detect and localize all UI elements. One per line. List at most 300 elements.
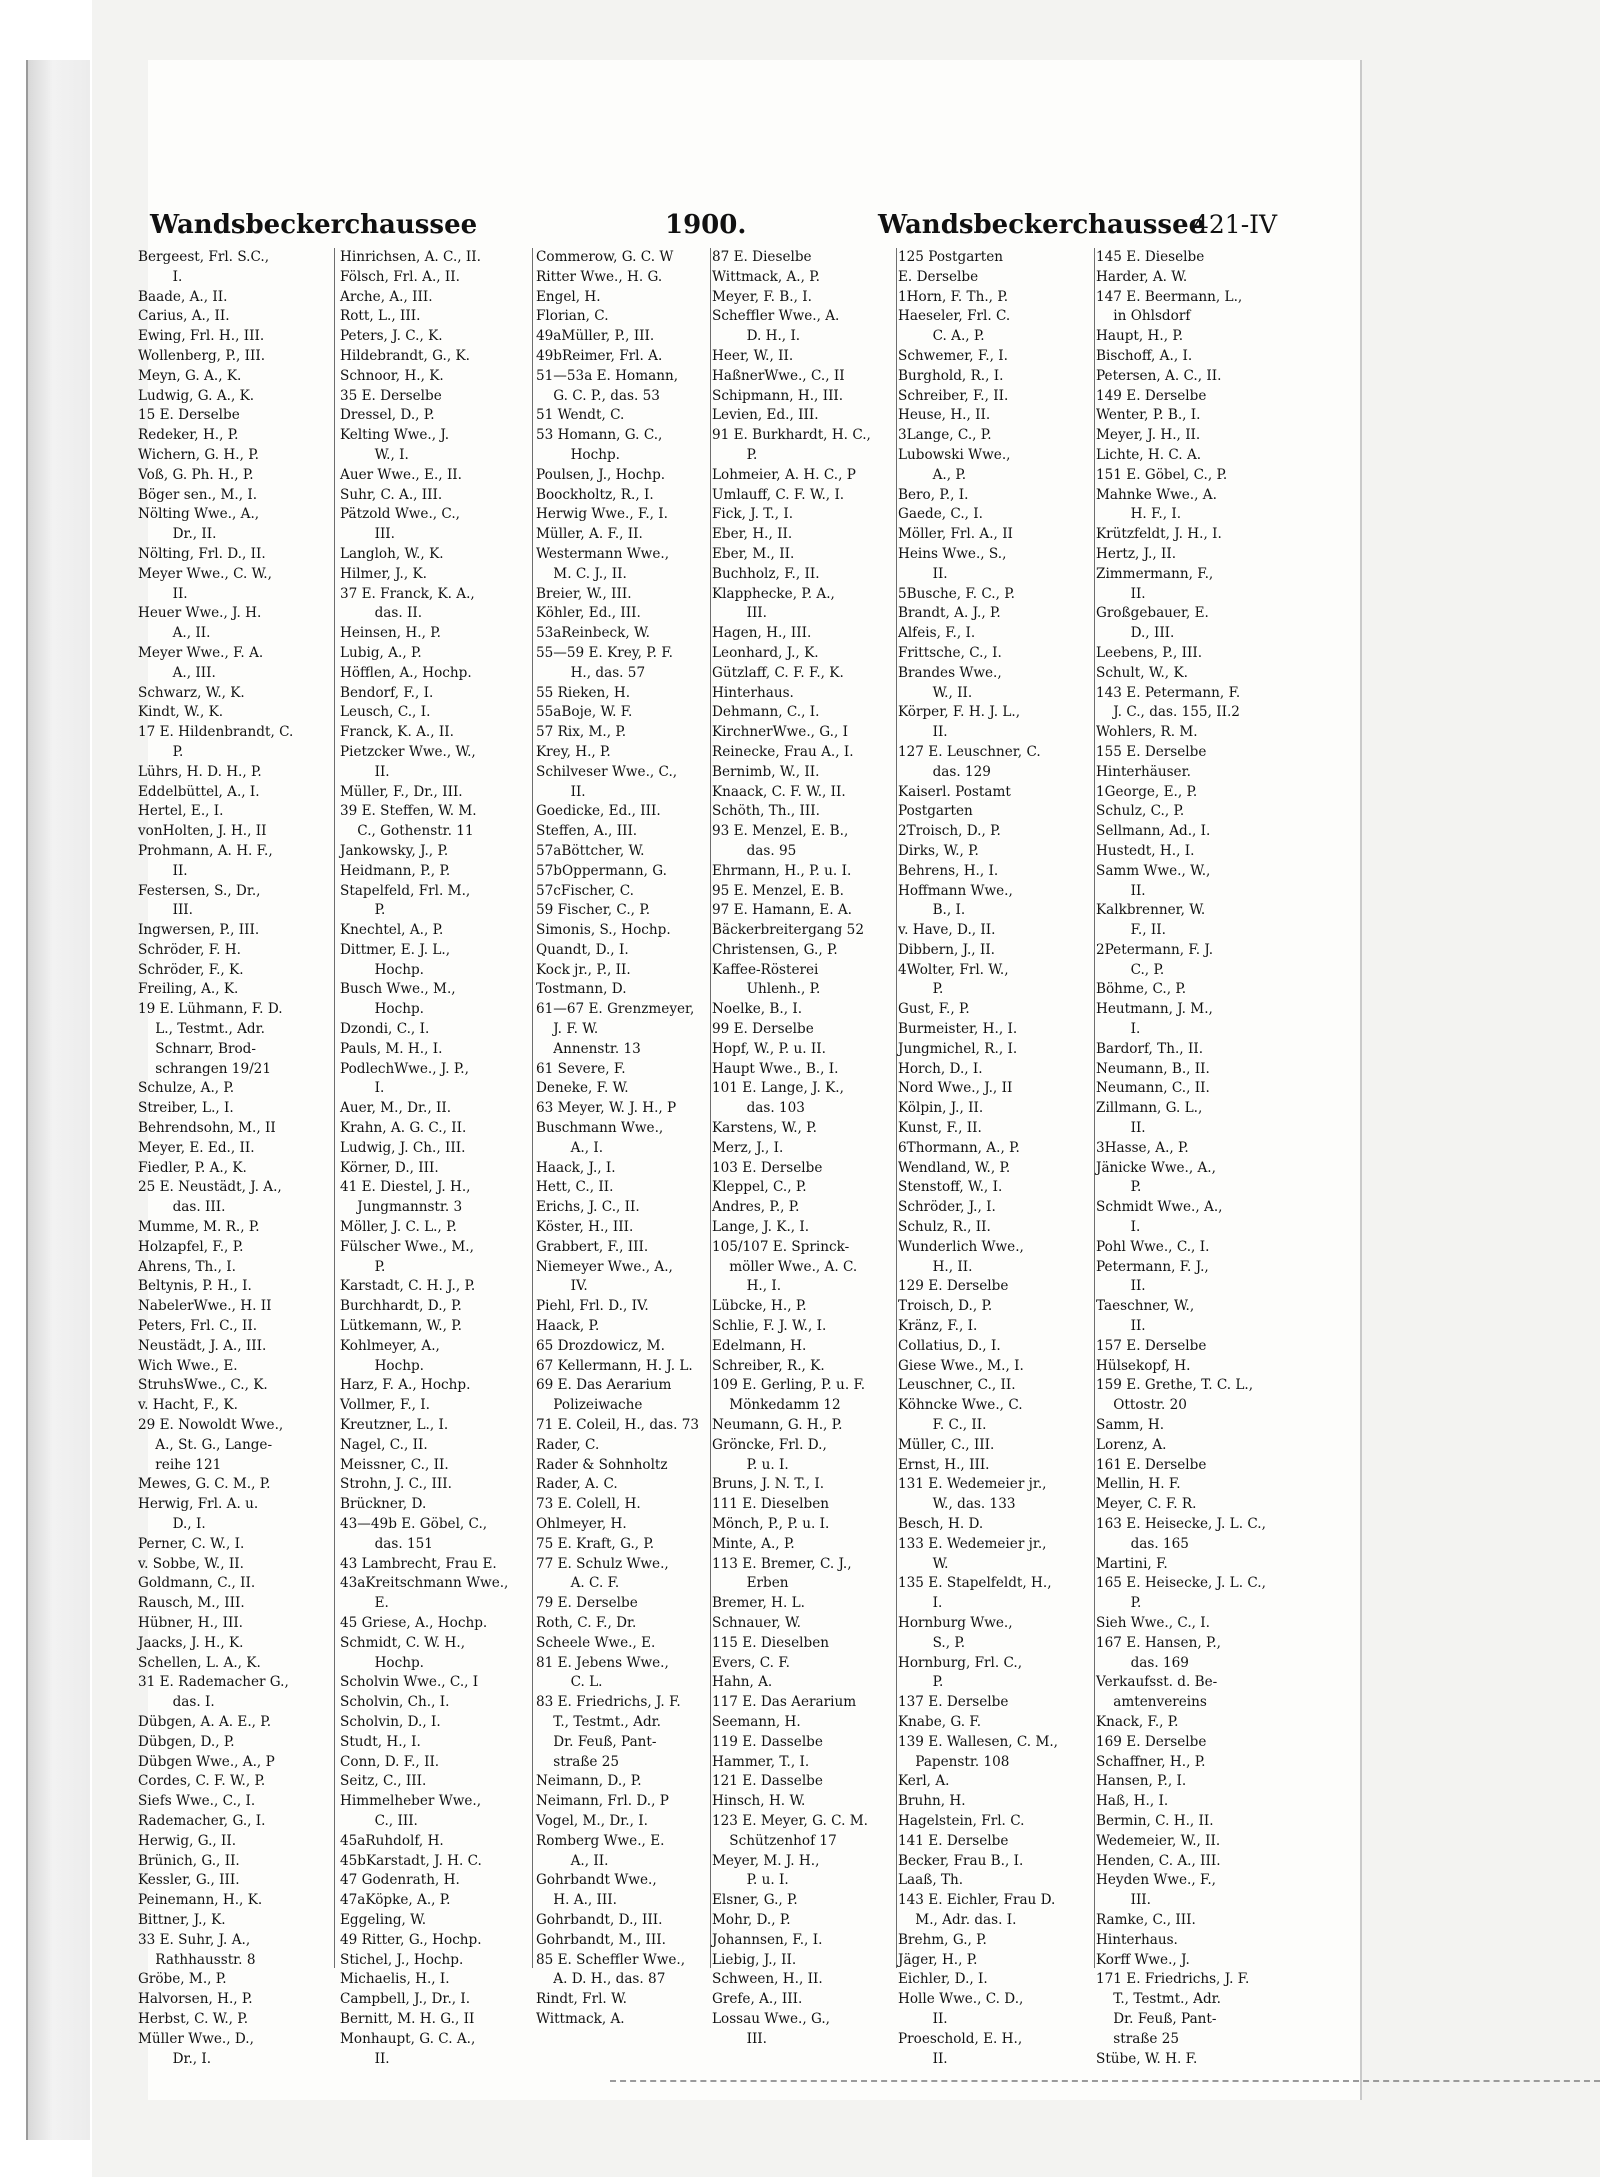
directory-entry: 43aKreitschmann Wwe., — [340, 1575, 509, 1592]
directory-entry: 135 E. Stapelfeldt, H., — [898, 1575, 1052, 1592]
directory-entry: Breier, W., III. — [536, 585, 632, 602]
directory-entry: I. — [340, 1080, 385, 1097]
directory-entry: Hinterhaus. — [712, 684, 794, 701]
directory-entry: 43 Lambrecht, Frau E. — [340, 1555, 497, 1572]
directory-entry: reihe 121 — [138, 1456, 222, 1473]
directory-entry: Kunst, F., II. — [898, 1120, 982, 1137]
directory-entry: 165 E. Heisecke, J. L. C., — [1096, 1575, 1266, 1592]
directory-entry: Burghold, R., I. — [898, 367, 1004, 384]
directory-entry: 63 Meyer, W. J. H., P — [536, 1100, 677, 1117]
directory-entry: Knaack, C. F. W., II. — [712, 783, 846, 800]
directory-entry: Krey, H., P. — [536, 743, 611, 760]
directory-entry: Mönkedamm 12 — [712, 1397, 841, 1414]
directory-entry: Nagel, C., II. — [340, 1436, 428, 1453]
directory-entry: Peters, J. C., K. — [340, 328, 443, 345]
directory-entry: Voß, G. Ph. H., P. — [138, 466, 254, 483]
directory-entry: das. III. — [138, 1199, 226, 1216]
directory-entry: Bergeest, Frl. S.C., — [138, 249, 270, 265]
directory-entry: Dübgen, A. A. E., P. — [138, 1713, 272, 1730]
directory-entry: Stapelfeld, Frl. M., — [340, 882, 471, 899]
directory-entry: Niemeyer Wwe., A., — [536, 1258, 673, 1275]
directory-entry: Karstens, W., P. — [712, 1120, 817, 1137]
directory-entry: Haack, P. — [536, 1318, 600, 1335]
directory-entry: 15 E. Derselbe — [138, 407, 240, 424]
directory-entry: Bittner, J., K. — [138, 1911, 226, 1928]
directory-entry: Meyer Wwe., F. A. — [138, 644, 264, 661]
directory-column-5 — [898, 248, 1094, 2067]
directory-entry: Ingwersen, P., III. — [138, 922, 260, 939]
directory-entry: Freiling, A., K. — [138, 981, 239, 998]
directory-entry: Hülsekopf, H. — [1096, 1357, 1191, 1374]
directory-entry: Schaffner, H., P. — [1096, 1753, 1206, 1770]
directory-entry: Tostmann, D. — [536, 981, 627, 998]
directory-entry: vonHolten, J. H., II — [138, 823, 267, 840]
directory-entry: Giese Wwe., M., I. — [898, 1357, 1024, 1374]
directory-entry: Buchholz, F., II. — [712, 565, 820, 582]
directory-entry: Brandt, A. J., P. — [898, 605, 1001, 622]
directory-entry: 159 E. Grethe, T. C. L., — [1096, 1377, 1254, 1394]
directory-entry: Erben — [712, 1575, 789, 1592]
directory-entry: P. — [898, 981, 944, 998]
directory-entry: Jungmichel, R., I. — [898, 1040, 1018, 1057]
directory-entry: Scholvin Wwe., C., I — [340, 1674, 479, 1691]
directory-entry: Lübcke, H., P. — [712, 1298, 807, 1315]
directory-entry: Körper, F. H. J. L., — [898, 704, 1021, 721]
directory-entry: Hochp. — [536, 446, 620, 463]
directory-entry: v. Sobbe, W., II. — [138, 1555, 244, 1572]
directory-entry: 167 E. Hansen, P., — [1096, 1634, 1221, 1651]
directory-entry: C. L. — [536, 1674, 603, 1691]
directory-entry: Schilveser Wwe., C., — [536, 763, 678, 780]
directory-entry: 37 E. Franck, K. A., — [340, 585, 475, 602]
directory-entry: Cordes, C. F. W., P. — [138, 1773, 266, 1790]
directory-entry: Dittmer, E. J. L., — [340, 941, 451, 958]
directory-entry: II. — [1096, 1120, 1146, 1137]
header-street-left: Wandsbeckerchaussee — [150, 210, 478, 240]
directory-entry: Mellin, H. F. — [1096, 1476, 1181, 1493]
directory-entry: Strohn, J. C., III. — [340, 1476, 452, 1493]
directory-entry: Hoffmann Wwe., — [898, 882, 1013, 899]
directory-entry: 147 E. Beermann, L., — [1096, 288, 1243, 305]
directory-entry: P. — [712, 446, 758, 463]
directory-entry: Baade, A., II. — [138, 288, 228, 305]
directory-entry: 61—67 E. Grenzmeyer, — [536, 1001, 695, 1018]
directory-entry: Köhler, Ed., III. — [536, 605, 641, 622]
directory-entry: W., das. 133 — [898, 1496, 1016, 1513]
directory-entry: Heidmann, P., P. — [340, 862, 451, 879]
directory-entry: 91 E. Burkhardt, H. C., — [712, 427, 871, 444]
directory-entry: Andres, P., P. — [712, 1199, 800, 1216]
directory-entry: C. A., P. — [898, 328, 985, 345]
directory-entry: Kaiserl. Postamt — [898, 783, 1011, 800]
directory-entry: Leonhard, J., K. — [712, 644, 819, 661]
directory-entry: Grabbert, F., III. — [536, 1238, 649, 1255]
directory-entry: Mewes, G. C. M., P. — [138, 1476, 271, 1493]
directory-entry: Harder, A. W. — [1096, 268, 1188, 285]
directory-column-6 — [1096, 248, 1296, 2067]
directory-entry: H., I. — [712, 1278, 782, 1295]
directory-entry: Gohrbandt Wwe., — [536, 1872, 657, 1889]
directory-entry: Dr., II. — [138, 526, 217, 543]
directory-entry: 47 Godenrath, H. — [340, 1872, 460, 1889]
directory-entry: 45bKarstadt, J. H. C. — [340, 1852, 482, 1869]
directory-entry: 137 E. Derselbe — [898, 1694, 1009, 1711]
directory-entry: Evers, C. F. — [712, 1654, 790, 1671]
directory-entry: Bero, P., I. — [898, 486, 969, 503]
directory-entry: Minte, A., P. — [712, 1535, 795, 1552]
directory-entry: Haupt Wwe., B., I. — [712, 1060, 839, 1077]
directory-entry: L., Testmt., Adr. — [138, 1021, 265, 1038]
directory-entry: Boockholtz, R., I. — [536, 486, 654, 503]
directory-entry: Schwemer, F., I. — [898, 347, 1008, 364]
directory-entry: 143 E. Eichler, Frau D. — [898, 1892, 1056, 1909]
directory-entry: W., II. — [898, 684, 973, 701]
directory-entry: Krützfeldt, J. H., I. — [1096, 526, 1222, 543]
directory-entry: Rader, C. — [536, 1436, 600, 1453]
directory-entry: Schlie, F. J. W., I. — [712, 1318, 827, 1335]
directory-entry: StruhsWwe., C., K. — [138, 1377, 268, 1394]
directory-entry: 171 E. Friedrichs, J. F. — [1096, 1971, 1250, 1988]
directory-entry: 45 Griese, A., Hochp. — [340, 1614, 488, 1631]
directory-entry: Liebig, J., II. — [712, 1951, 797, 1968]
directory-entry: Haupt, H., P. — [1096, 328, 1184, 345]
directory-entry: T., Testmt., Adr. — [536, 1713, 661, 1730]
directory-entry: Bruns, J. N. T., I. — [712, 1476, 825, 1493]
directory-entry: Holzapfel, F., P. — [138, 1238, 244, 1255]
directory-entry: 117 E. Das Aerarium — [712, 1694, 857, 1711]
directory-entry: Buschmann Wwe., — [536, 1120, 664, 1137]
header-page-number: 421-IV — [1193, 210, 1278, 239]
directory-entry: Schmidt Wwe., A., — [1096, 1199, 1223, 1216]
directory-entry: Karstadt, C. H. J., P. — [340, 1278, 476, 1295]
directory-entry: Heinsen, H., P. — [340, 625, 441, 642]
directory-entry: Jaacks, J. H., K. — [138, 1634, 244, 1651]
directory-entry: das. 95 — [712, 842, 797, 859]
directory-entry: HaßnerWwe., C., II — [712, 367, 845, 384]
directory-entry: 151 E. Göbel, C., P. — [1096, 466, 1228, 483]
directory-entry: Eichler, D., I. — [898, 1971, 988, 1988]
directory-entry: 39 E. Steffen, W. M. — [340, 803, 477, 820]
directory-entry: Mumme, M. R., P. — [138, 1219, 260, 1236]
directory-entry: Mohr, D., P. — [712, 1911, 791, 1928]
directory-entry: Bardorf, Th., II. — [1096, 1040, 1204, 1057]
directory-entry: Bremer, H. L. — [712, 1595, 805, 1612]
directory-entry: Hagelstein, Frl. C. — [898, 1812, 1025, 1829]
directory-entry: Peters, Frl. C., II. — [138, 1318, 258, 1335]
directory-entry: Gützlaff, C. F. F., K. — [712, 664, 844, 681]
directory-entry: Polizeiwache — [536, 1397, 643, 1414]
directory-entry: Meyer, M. J. H., — [712, 1852, 820, 1869]
directory-entry: das. 169 — [1096, 1654, 1189, 1671]
directory-entry: Schult, W., K. — [1096, 664, 1188, 681]
directory-entry: Vogel, M., Dr., I. — [536, 1812, 648, 1829]
directory-entry: Roth, C. F., Dr. — [536, 1614, 637, 1631]
directory-entry: 149 E. Derselbe — [1096, 387, 1207, 404]
directory-entry: Möller, Frl. A., II — [898, 526, 1013, 543]
directory-entry: Neustädt, J. A., III. — [138, 1337, 267, 1354]
directory-entry: Piehl, Frl. D., IV. — [536, 1298, 649, 1315]
directory-entry: 155 E. Derselbe — [1096, 743, 1207, 760]
directory-entry: 103 E. Derselbe — [712, 1159, 823, 1176]
directory-entry: Schellen, L. A., K. — [138, 1654, 261, 1671]
directory-entry: Proeschold, E. H., — [898, 2030, 1023, 2047]
directory-entry: Samm, H. — [1096, 1417, 1165, 1434]
directory-entry: P. — [898, 1674, 944, 1691]
directory-entry: Fülscher Wwe., M., — [340, 1238, 474, 1255]
directory-entry: J. C., das. 155, II.2 — [1096, 704, 1240, 721]
directory-entry: 105/107 E. Sprinck- — [712, 1238, 850, 1255]
directory-entry: P. — [1096, 1595, 1142, 1612]
directory-entry: Dehmann, C., I. — [712, 704, 820, 721]
directory-entry: 31 E. Rademacher G., — [138, 1674, 289, 1691]
column-divider — [710, 248, 711, 1968]
directory-entry: Wittmack, A. — [536, 2010, 625, 2027]
directory-entry: 6Thormann, A., P. — [898, 1139, 1020, 1156]
directory-entry: Erichs, J. C., II. — [536, 1199, 640, 1216]
directory-entry: Ahrens, Th., I. — [138, 1258, 236, 1275]
directory-entry: Herbst, C. W., P. — [138, 2010, 249, 2027]
directory-entry: Petermann, F. J., — [1096, 1258, 1209, 1275]
directory-entry: Vollmer, F., I. — [340, 1397, 430, 1414]
directory-entry: Monhaupt, G. C. A., — [340, 2030, 476, 2047]
directory-entry: Neimann, D., P. — [536, 1773, 642, 1790]
directory-entry: Schröder, F. H. — [138, 941, 241, 958]
directory-entry: 79 E. Derselbe — [536, 1595, 638, 1612]
directory-entry: Seitz, C., III. — [340, 1773, 427, 1790]
directory-entry: III. — [138, 902, 193, 919]
directory-entry: Leebens, P., III. — [1096, 644, 1203, 661]
directory-entry: Redeker, H., P. — [138, 427, 239, 444]
directory-entry: II. — [1096, 1278, 1146, 1295]
directory-entry: straße 25 — [1096, 2030, 1180, 2047]
directory-entry: Hett, C., II. — [536, 1179, 614, 1196]
directory-entry: Kessler, G., III. — [138, 1872, 240, 1889]
directory-entry: Suhr, C. A., III. — [340, 486, 443, 503]
directory-entry: Ehrmann, H., P. u. I. — [712, 862, 852, 879]
directory-entry: Ludwig, G. A., K. — [138, 387, 255, 404]
directory-entry: II. — [898, 565, 948, 582]
directory-entry: Bäckerbreitergang 52 — [712, 922, 864, 939]
directory-entry: Herwig, G., II. — [138, 1832, 237, 1849]
directory-entry: Meyn, G. A., K. — [138, 367, 242, 384]
directory-entry: Hornburg, Frl. C., — [898, 1654, 1023, 1671]
directory-entry: II. — [1096, 585, 1146, 602]
directory-entry: 5Busche, F. C., P. — [898, 585, 1015, 602]
column-divider — [532, 248, 533, 1968]
directory-entry: Dr., I. — [138, 2050, 212, 2067]
directory-entry: Hagen, H., III. — [712, 625, 812, 642]
directory-entry: I. — [1096, 1219, 1141, 1236]
directory-entry: Dübgen Wwe., A., P — [138, 1753, 275, 1770]
directory-entry: II. — [898, 2050, 948, 2067]
directory-entry: Quandt, D., I. — [536, 941, 629, 958]
directory-entry: Heer, W., II. — [712, 347, 794, 364]
directory-entry: Reinecke, Frau A., I. — [712, 743, 854, 760]
directory-entry: Schmidt, C. W. H., — [340, 1634, 466, 1651]
directory-entry: 65 Drozdowicz, M. — [536, 1337, 665, 1354]
directory-entry: Noelke, B., I. — [712, 1001, 803, 1018]
column-divider — [334, 248, 335, 1968]
directory-entry: Horch, D., I. — [898, 1060, 983, 1077]
directory-entry: 87 E. Dieselbe — [712, 249, 812, 265]
directory-entry: Wich Wwe., E. — [138, 1357, 238, 1374]
directory-entry: 101 E. Lange, J. K., — [712, 1080, 844, 1097]
directory-entry: Seemann, H. — [712, 1713, 801, 1730]
directory-entry: 83 E. Friedrichs, J. F. — [536, 1694, 681, 1711]
directory-entry: Engel, H. — [536, 288, 601, 305]
directory-entry: Hübner, H., III. — [138, 1614, 244, 1631]
directory-entry: Gohrbandt, D., III. — [536, 1911, 663, 1928]
directory-entry: Pietzcker Wwe., W., — [340, 743, 476, 760]
directory-entry: 3Lange, C., P. — [898, 427, 992, 444]
directory-entry: Haack, J., I. — [536, 1159, 616, 1176]
directory-entry: Hertz, J., II. — [1096, 545, 1177, 562]
directory-entry: 73 E. Colell, H. — [536, 1496, 641, 1513]
directory-entry: I. — [1096, 1021, 1141, 1038]
directory-entry: Meyer, E. Ed., II. — [138, 1139, 255, 1156]
directory-entry: Deneke, F. W. — [536, 1080, 629, 1097]
directory-entry: PodlechWwe., J. P., — [340, 1060, 469, 1077]
directory-entry: D., I. — [138, 1516, 206, 1532]
directory-entry: Verkaufsst. d. Be- — [1096, 1674, 1218, 1691]
directory-entry: Hochp. — [340, 1001, 424, 1018]
directory-entry: Lossau Wwe., G., — [712, 2010, 830, 2027]
directory-entry: Rindt, Frl. W. — [536, 1991, 627, 2008]
directory-entry: Festersen, S., Dr., — [138, 882, 261, 899]
directory-entry: Hopf, W., P. u. II. — [712, 1040, 826, 1057]
directory-entry: Eber, H., II. — [712, 526, 793, 543]
directory-entry: II. — [340, 763, 390, 780]
directory-column-2 — [340, 248, 536, 2067]
directory-entry: A. D. H., das. 87 — [536, 1971, 666, 1988]
directory-entry: Kock jr., P., II. — [536, 961, 631, 978]
directory-entry: Becker, Frau B., I. — [898, 1852, 1024, 1869]
directory-entry: Rausch, M., III. — [138, 1595, 245, 1612]
directory-entry: Kalkbrenner, W. — [1096, 902, 1206, 919]
column-divider — [1094, 248, 1095, 1968]
directory-entry: Bendorf, F., I. — [340, 684, 434, 701]
directory-entry: Beltynis, P. H., I. — [138, 1278, 252, 1295]
directory-entry: Pätzold Wwe., C., — [340, 506, 460, 523]
directory-entry: J. F. W. — [536, 1021, 599, 1038]
directory-entry: Dirks, W., P. — [898, 842, 979, 859]
directory-entry: Meyer, C. F. R. — [1096, 1496, 1197, 1513]
directory-entry: Bernimb, W., II. — [712, 763, 820, 780]
directory-entry: Köster, H., III. — [536, 1219, 634, 1236]
directory-entry: Wollenberg, P., III. — [138, 347, 266, 364]
directory-entry: Kohlmeyer, A., — [340, 1337, 440, 1354]
directory-entry: Besch, H. D. — [898, 1516, 984, 1532]
directory-entry: Martini, F. — [1096, 1555, 1168, 1572]
directory-entry: Müller Wwe., D., — [138, 2030, 254, 2047]
directory-entry: Schreiber, F., II. — [898, 387, 1009, 404]
header-year: 1900. — [665, 210, 747, 240]
directory-column-1 — [138, 248, 338, 2067]
directory-entry: Streiber, L., I. — [138, 1100, 234, 1117]
directory-entry: Schnoor, H., K. — [340, 367, 444, 384]
directory-entry: Zillmann, G. L., — [1096, 1100, 1203, 1117]
directory-entry: A., I. — [536, 1139, 604, 1156]
directory-entry: Hustedt, H., I. — [1096, 842, 1195, 859]
directory-entry: 51—53a E. Homann, — [536, 367, 679, 384]
directory-entry: Dzondi, C., I. — [340, 1021, 430, 1038]
directory-entry: Umlauff, C. F. W., I. — [712, 486, 845, 503]
directory-entry: Nölting, Frl. D., II. — [138, 545, 266, 562]
directory-entry: Scholvin, Ch., I. — [340, 1694, 450, 1711]
directory-entry: Wittmack, A., P. — [712, 268, 820, 285]
directory-column-4 — [712, 248, 896, 2047]
directory-entry: Schreiber, R., K. — [712, 1357, 825, 1374]
directory-entry: Merz, J., I. — [712, 1139, 784, 1156]
directory-entry: A., P. — [898, 466, 967, 483]
directory-entry: Bernitt, M. H. G., II — [340, 2010, 475, 2027]
directory-entry: Simonis, S., Hochp. — [536, 922, 671, 939]
directory-entry: I. — [898, 1595, 943, 1612]
directory-entry: II. — [536, 783, 586, 800]
directory-entry: 127 E. Leuschner, C. — [898, 743, 1041, 760]
directory-entry: Jänicke Wwe., A., — [1096, 1159, 1216, 1176]
directory-entry: III. — [340, 526, 395, 543]
directory-entry: Gröncke, Frl. D., — [712, 1436, 827, 1453]
directory-entry: Elsner, G., P. — [712, 1892, 798, 1909]
directory-entry: Möller, J. C. L., P. — [340, 1219, 457, 1236]
directory-entry: 121 E. Dasselbe — [712, 1773, 823, 1790]
directory-entry: Lichte, H. C. A. — [1096, 446, 1202, 463]
directory-entry: 85 E. Scheffler Wwe., — [536, 1951, 686, 1968]
directory-entry: Kaffee-Rösterei — [712, 961, 819, 978]
directory-entry: 133 E. Wedemeier jr., — [898, 1535, 1047, 1552]
directory-entry: Mönch, P., P. u. I. — [712, 1516, 830, 1532]
directory-entry: M., Adr. das. I. — [898, 1911, 1017, 1928]
directory-entry: E. Derselbe — [898, 268, 979, 285]
directory-column-3 — [536, 248, 710, 2027]
directory-entry: Müller, A. F., II. — [536, 526, 643, 543]
directory-entry: Hansen, P., I. — [1096, 1773, 1187, 1790]
directory-entry: Neumann, G. H., P. — [712, 1417, 843, 1434]
directory-entry: H. A., III. — [536, 1892, 617, 1909]
directory-entry: 95 E. Menzel, E. B. — [712, 882, 844, 899]
directory-entry: schrangen 19/21 — [138, 1060, 271, 1077]
directory-entry: Dibbern, J., II. — [898, 941, 996, 958]
directory-entry: Meyer Wwe., C. W., — [138, 565, 272, 582]
directory-entry: Pohl Wwe., C., I. — [1096, 1238, 1210, 1255]
directory-entry: Meyer, F. B., I. — [712, 288, 812, 305]
directory-entry: Dressel, D., P. — [340, 407, 435, 424]
directory-entry: Fiedler, P. A., K. — [138, 1159, 247, 1176]
directory-entry: Haß, H., I. — [1096, 1793, 1169, 1810]
directory-entry: Henden, C. A., III. — [1096, 1852, 1221, 1869]
directory-entry: Bermin, C. H., II. — [1096, 1812, 1214, 1829]
directory-entry: Großgebauer, E. — [1096, 605, 1209, 622]
directory-entry: 55 Rieken, H. — [536, 684, 631, 701]
directory-entry: Commerow, G. C. W — [536, 249, 674, 265]
directory-entry: Rott, L., III. — [340, 308, 421, 325]
directory-entry: Kränz, F., I. — [898, 1318, 978, 1335]
directory-entry: Heuer Wwe., J. H. — [138, 605, 262, 622]
directory-entry: 145 E. Dieselbe — [1096, 249, 1205, 265]
directory-entry: Himmelheber Wwe., — [340, 1793, 482, 1810]
directory-entry: Ottostr. 20 — [1096, 1397, 1187, 1414]
directory-entry: Schween, H., II. — [712, 1971, 823, 1988]
directory-entry: Samm Wwe., W., — [1096, 862, 1211, 879]
directory-entry: Fölsch, Frl. A., II. — [340, 268, 460, 285]
directory-entry: Bischoff, A., I. — [1096, 347, 1193, 364]
directory-entry: Hammer, T., I. — [712, 1753, 810, 1770]
directory-entry: Sellmann, Ad., I. — [1096, 823, 1211, 840]
directory-entry: 109 E. Gerling, P. u. F. — [712, 1377, 866, 1394]
directory-entry: Christensen, G., P. — [712, 941, 838, 958]
directory-entry: A., St. G., Lange- — [138, 1436, 273, 1453]
